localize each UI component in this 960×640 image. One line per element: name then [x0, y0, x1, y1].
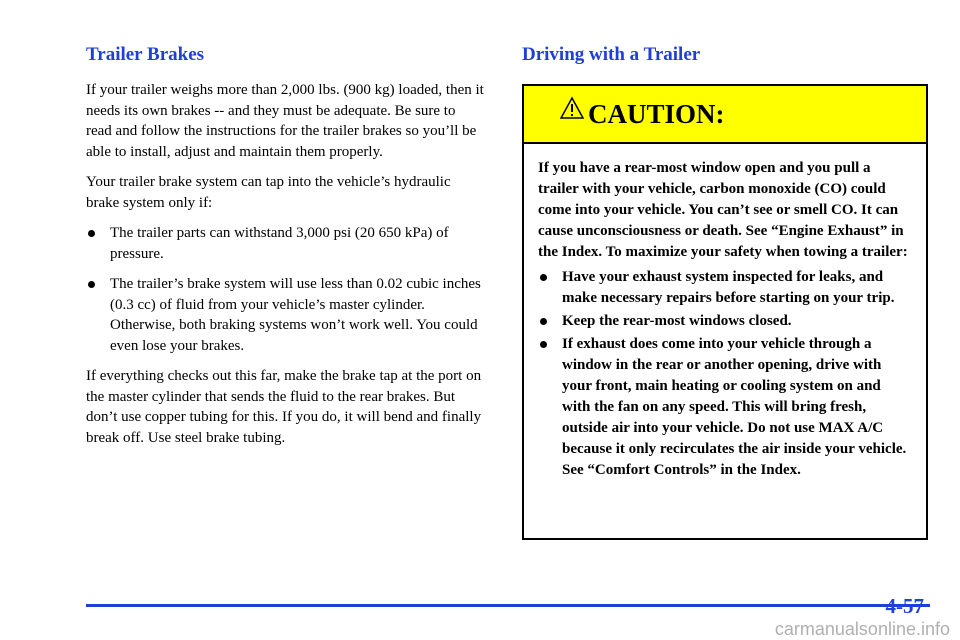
list-item: The trailer’s brake system will use less than 0.02 cubic inches (0.3 cc) of fluid from your vehicle’s master cylinder. Otherwise, both braking systems won’t work well. You could even lose your brakes.	[86, 274, 484, 356]
list-item: Have your exhaust system inspected for leaks, and make necessary repairs before starting on your trip.	[538, 267, 912, 309]
bullet-list	[86, 223, 484, 356]
list-item: If exhaust does come into your vehicle through a window in the rear or another opening, drive with your front, main heating or cooling system on and with the fan on any speed. This will bring fresh, outside air into your vehicle. Do not use MAX A/C because it only recirculates the air inside your vehicle. See “Comfort Controls” in the Index.	[538, 334, 912, 481]
watermark: carmanualsonline.info	[774, 619, 950, 639]
left-column	[86, 44, 484, 458]
caution-label: CAUTION:	[588, 99, 725, 129]
paragraph: If everything checks out this far, make the brake tap at the port on the master cylinder that sends the fluid to the rear brakes. But don’t use copper tubing for this. If you do, it will bend and finally break off. Use steel brake tubing.	[86, 368, 482, 446]
caution-body	[524, 144, 926, 481]
paragraph: If your trailer weighs more than 2,000 lbs. (900 kg) loaded, then it needs its own brakes -- and they must be adequate. Be sure to read and follow the instructions for the trailer brakes so you’ll be able to install, adjust and maintain them properly.	[86, 82, 484, 160]
list-item: Keep the rear-most windows closed.	[538, 311, 912, 332]
caution-text: If you have a rear-most window open and you pull a trailer with your vehicle, carbon monoxide (CO) could come into your vehicle. You can’t see or smell CO. It can cause unconsciousness or death. See “Engine Exhaust” in the Index. To maximize your safety when towing a trailer:	[538, 160, 908, 260]
warning-triangle-icon	[560, 96, 584, 120]
paragraph: Your trailer brake system can tap into the vehicle’s hydraulic brake system only if:	[86, 174, 451, 211]
page-number: 4-57	[885, 594, 924, 618]
section-heading-trailer-brakes: Trailer Brakes	[86, 44, 205, 65]
caution-box	[522, 84, 928, 540]
caution-header	[524, 86, 926, 144]
section-heading-driving-with-trailer: Driving with a Trailer	[522, 44, 701, 65]
footer-rule	[86, 604, 930, 607]
right-column	[522, 44, 930, 540]
list-item: The trailer parts can withstand 3,000 psi (20 650 kPa) of pressure.	[86, 223, 484, 264]
caution-bullet-list	[538, 267, 912, 481]
